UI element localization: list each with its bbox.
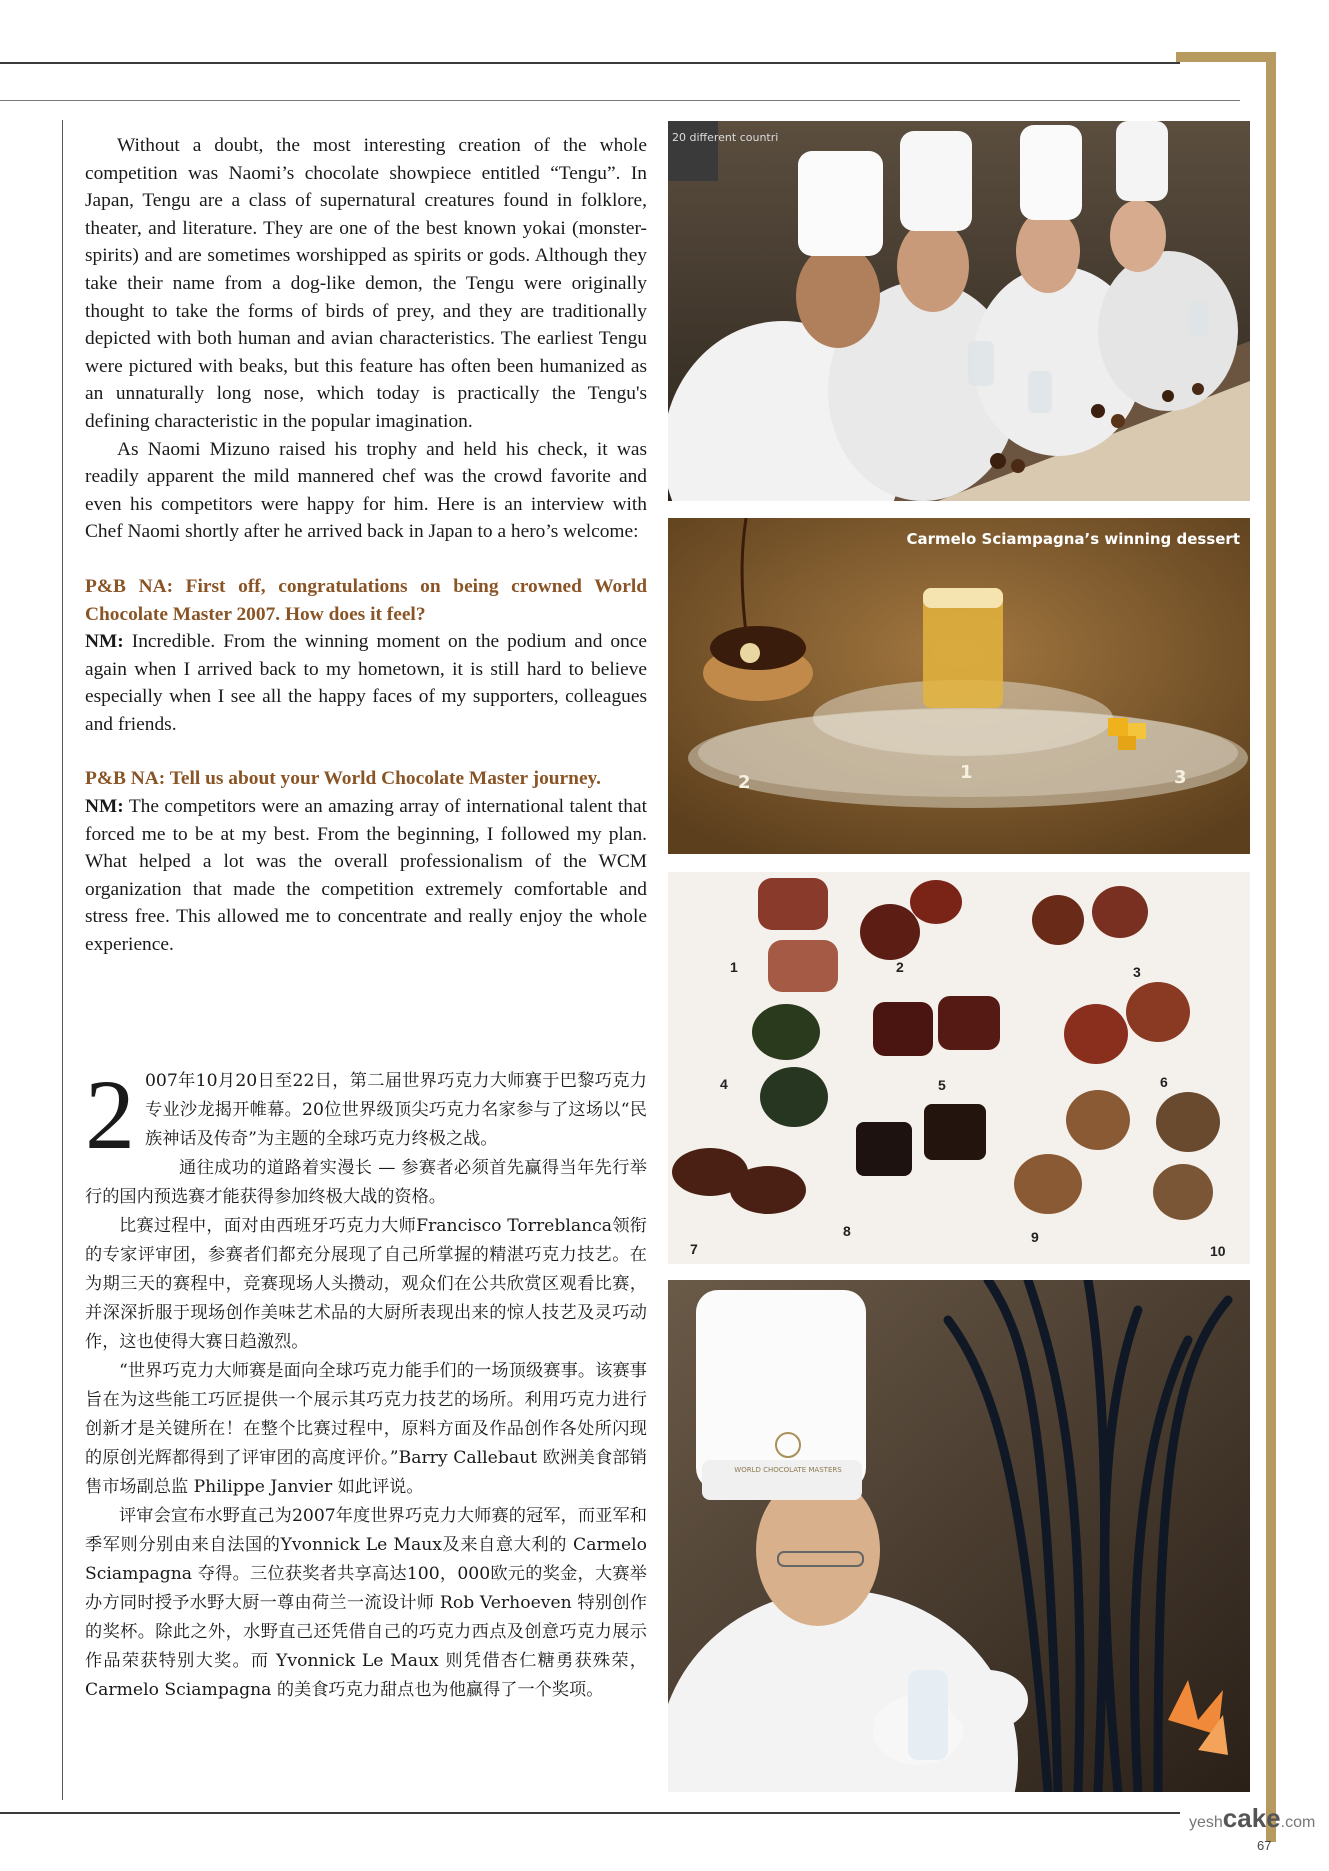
photo-judges <box>668 121 1250 501</box>
praline-number: 4 <box>720 1076 728 1092</box>
top-rule-thin <box>0 100 1240 101</box>
chef-illustration <box>668 1280 1250 1792</box>
plate-number: 3 <box>1174 767 1187 788</box>
photo-pralines <box>668 872 1250 1264</box>
answer-speaker: NM: <box>85 796 124 818</box>
chinese-paragraph-3: 比赛过程中，面对由西班牙巧克力大师Francisco Torreblanca领衔的专家评审团，参赛者们都充分展现了自己所掌握的精湛巧克力技艺。在为期三天的赛程中，竞赛现场人头攒动，观众们在公共欣赏区观看比赛，并深深折服于现场创作美味艺术品的大厨所表现出来的惊人技艺及灵巧动作，这也使得大赛日趋激烈。 <box>85 1216 647 1352</box>
left-margin-rule <box>62 120 63 1800</box>
answer-text: The competitors were an amazing array of international talent that forced me to be at my best. From the beginning, I followed my plan. What helped a lot was the overall professionalism of the WCM organization that made the competition extremely comfortable and stress free. This allowed me to concentrate and really enjoy the whole experience. <box>85 796 647 956</box>
watermark-cake: cake <box>1222 1803 1281 1833</box>
plate-number: 2 <box>738 772 751 793</box>
english-article <box>85 132 647 959</box>
praline-number: 9 <box>1031 1229 1039 1245</box>
background-sign: 20 different countri <box>672 131 779 144</box>
interview-question-2: P&B NA: Tell us about your World Chocolate Master journey. <box>85 768 602 790</box>
drop-cap: 2 <box>85 1059 135 1170</box>
answer-speaker: NM: <box>85 631 124 653</box>
watermark-suffix: .com <box>1280 1814 1316 1831</box>
praline-number: 2 <box>896 959 904 975</box>
praline-number: 1 <box>730 959 738 975</box>
chinese-article <box>85 1059 647 1705</box>
page-number: 67 <box>1257 1838 1272 1853</box>
interview-question-1: P&B NA: First off, congratulations on being crowned World Chocolate Master 2007. How does it feel? <box>85 575 647 625</box>
chinese-paragraph-5: 评审会宣布水野直己为2007年度世界巧克力大师赛的冠军，而亚军和季军则分别由来自法国的Yvonnick Le Maux及来自意大利的 Carmelo Sciampagna 夺得。三位获奖者共享高达100，000欧元的奖金，大赛举办方同时授予水野大厨一尊由荷兰一流设计师 Rob Verhoeven 特别创作的奖杯。除此之外，水野直己还凭借自己的巧克力西点及创意巧克力展示作品荣获特别大奖。而 Yvonnick Le Maux 则凭借杏仁糖勇获殊荣，Carmelo Sciampagna 的美食巧克力甜点也为他赢得了一个奖项。 <box>85 1506 647 1700</box>
photo-dessert <box>668 518 1250 854</box>
corner-ornament-side <box>1266 52 1276 1842</box>
chinese-paragraph-2: 通往成功的道路着实漫长 — 参赛者必须首先赢得当年先行举行的国内预选赛才能获得参加终极大战的资格。 <box>85 1158 647 1207</box>
praline-number: 7 <box>690 1241 698 1257</box>
judges-illustration <box>668 121 1250 501</box>
site-watermark <box>1189 1803 1315 1834</box>
interview-answer-2 <box>85 793 647 959</box>
paragraph-trophy: As Naomi Mizuno raised his trophy and held his check, it was readily apparent the mild mannered chef was the crowd favorite and even his competitors were happy for him. Here is an interview with Chef Naomi shortly after he arrived back in Japan to a hero’s welcome: <box>85 438 647 543</box>
chinese-paragraph-4: “世界巧克力大师赛是面向全球巧克力能手们的一场顶级赛事。该赛事旨在为这些能工巧匠提供一个展示其巧克力技艺的场所。利用巧克力进行创新才是关键所在！在整个比赛过程中，原料方面及作品创作各处所闪现的原创光辉都得到了评审团的高度评价。”Barry Callebaut 欧洲美食部销售市场副总监 Philippe Janvier 如此评说。 <box>85 1361 647 1497</box>
praline-number: 6 <box>1160 1074 1168 1090</box>
praline-number: 8 <box>843 1223 851 1239</box>
paragraph-tengu: Without a doubt, the most interesting creation of the whole competition was Naomi’s chocolate showpiece entitled “Tengu”. In Japan, Tengu are a class of supernatural creatures found in folklore, theater, and literature. They are one of the best known yokai (monster-spirits) and are sometimes worshipped as spirits or gods. Although they take their name from a dog-like demon, the Tengu were originally thought to take the forms of birds of prey, and they are traditionally depicted with both human and avian characteristics. The earliest Tengu were pictured with beaks, but this feature has often been humanized as an unnaturally long nose, which today is practically the Tengu's defining characteristic in the popular imagination. <box>85 135 647 432</box>
plate-number: 1 <box>960 762 973 783</box>
corner-ornament-top <box>1176 52 1276 62</box>
hat-logo-text: WORLD CHOCOLATE MASTERS <box>734 1466 842 1474</box>
bottom-rule <box>0 1812 1180 1814</box>
praline-number: 3 <box>1133 964 1141 980</box>
praline-number: 5 <box>938 1077 946 1093</box>
pralines-illustration <box>668 872 1250 1264</box>
answer-text: Incredible. From the winning moment on the podium and once again when I arrived back to my hometown, it is still hard to believe especially when I see all the happy faces of my supporters, colleagues and friends. <box>85 631 647 735</box>
dessert-illustration <box>668 518 1250 854</box>
watermark-prefix: yesh <box>1189 1814 1223 1831</box>
chinese-paragraph-1-text: 007年10月20日至22日，第二届世界巧克力大师赛于巴黎巧克力专业沙龙揭开帷幕。20位世界级顶尖巧克力名家参与了这场以“民族神话及传奇”为主题的全球巧克力终极之战。 <box>145 1071 647 1149</box>
praline-number: 10 <box>1210 1243 1226 1259</box>
photo-chef-showpiece <box>668 1280 1250 1792</box>
dessert-caption: Carmelo Sciampagna’s winning dessert <box>906 530 1240 548</box>
chinese-paragraph-1 <box>85 1059 647 1170</box>
interview-answer-1 <box>85 628 647 738</box>
top-rule <box>0 62 1180 64</box>
